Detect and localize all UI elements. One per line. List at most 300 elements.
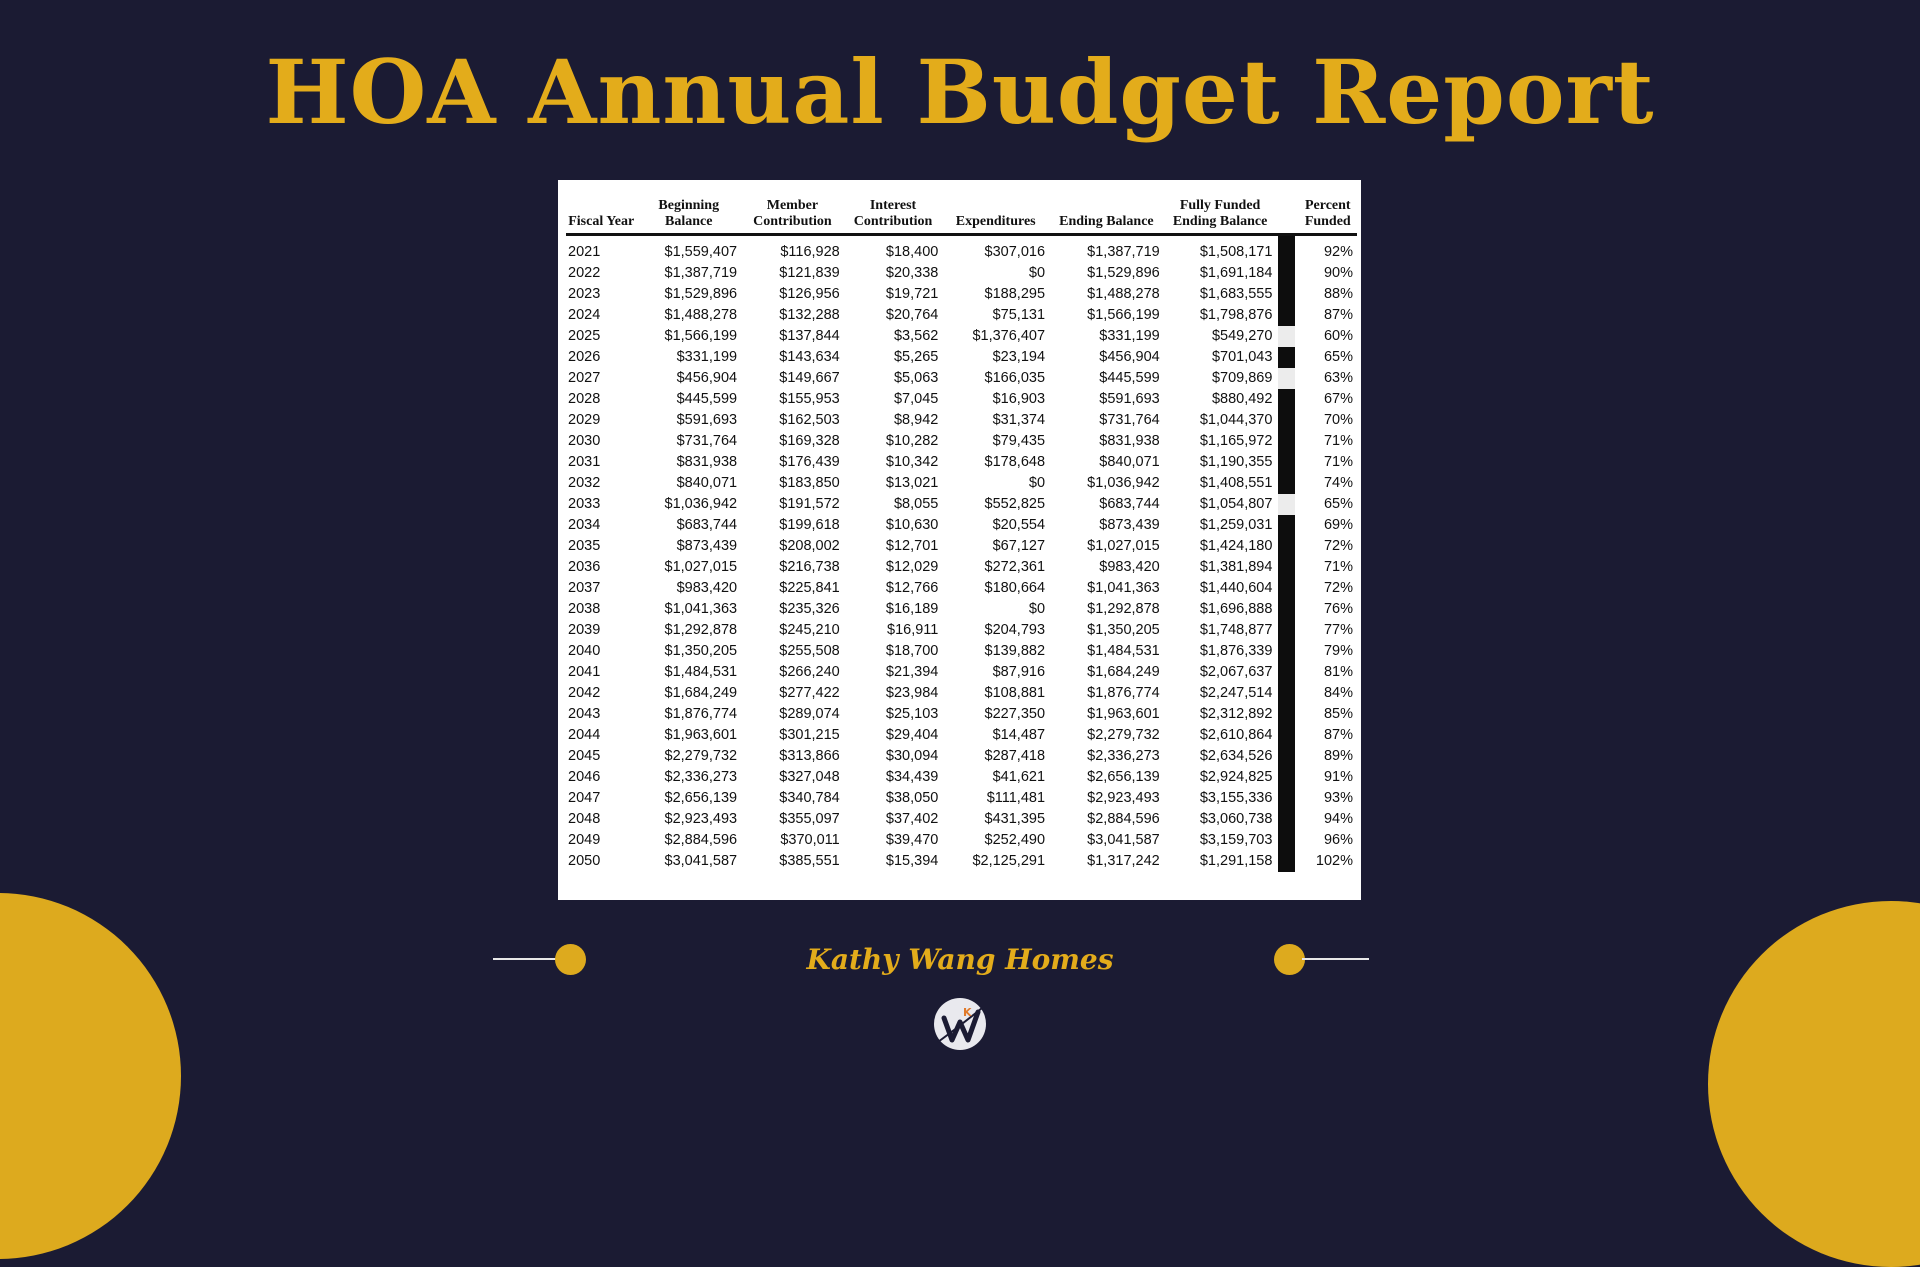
cell-percent-funded: 93% [1323, 790, 1353, 806]
cell-member-contribution: $216,738 [779, 559, 840, 575]
cell-expenditures: $166,035 [984, 370, 1046, 386]
cell-expenditures: $188,295 [984, 286, 1046, 302]
funding-bar [1278, 620, 1294, 641]
cell-interest-contribution: $37,402 [885, 811, 939, 827]
cell-member-contribution: $169,328 [779, 433, 840, 449]
cell-interest-contribution: $21,394 [885, 664, 939, 680]
cell-fiscal-year: 2037 [568, 580, 601, 596]
cell-fiscal-year: 2025 [568, 328, 601, 344]
table-row [566, 452, 1357, 473]
cell-ending-balance: $1,963,601 [1087, 706, 1160, 722]
brand-row [0, 940, 1920, 980]
cell-fiscal-year: 2047 [568, 790, 601, 806]
cell-percent-funded: 76% [1323, 601, 1353, 617]
table-row [566, 851, 1357, 872]
cell-fully-funded-ending-balance: $549,270 [1211, 328, 1273, 344]
decorative-dot-right [1274, 944, 1305, 975]
cell-interest-contribution: $19,721 [885, 286, 939, 302]
cell-expenditures: $20,554 [992, 517, 1046, 533]
funding-bar [1278, 788, 1294, 809]
cell-percent-funded: 67% [1323, 391, 1353, 407]
cell-member-contribution: $176,439 [779, 454, 840, 470]
funding-bar-cell [1276, 473, 1298, 494]
cell-member-contribution: $126,956 [779, 286, 840, 302]
column-header: Interest Contribution [844, 198, 943, 235]
cell-expenditures: $272,361 [984, 559, 1046, 575]
cell-beginning-balance: $731,764 [676, 433, 738, 449]
funding-bar [1278, 305, 1294, 326]
cell-expenditures: $111,481 [986, 790, 1046, 806]
table-row [566, 389, 1357, 410]
cell-percent-funded: 102% [1315, 853, 1353, 869]
cell-interest-contribution: $12,029 [885, 559, 939, 575]
column-header: Ending Balance [1049, 198, 1164, 235]
funding-bar [1278, 599, 1294, 620]
cell-member-contribution: $277,422 [779, 685, 840, 701]
cell-percent-funded: 91% [1323, 769, 1353, 785]
cell-percent-funded: 87% [1323, 727, 1353, 743]
funding-bar-cell [1276, 830, 1298, 851]
cell-expenditures: $87,916 [992, 664, 1046, 680]
cell-interest-contribution: $20,764 [885, 307, 939, 323]
cell-interest-contribution: $29,404 [885, 727, 939, 743]
cell-ending-balance: $1,041,363 [1087, 580, 1160, 596]
funding-bar-cell [1276, 389, 1298, 410]
cell-fiscal-year: 2035 [568, 538, 601, 554]
table-row [566, 809, 1357, 830]
cell-member-contribution: $121,839 [779, 265, 840, 281]
funding-bar-cell [1276, 347, 1298, 368]
cell-member-contribution: $289,074 [779, 706, 840, 722]
cell-ending-balance: $3,041,587 [1087, 832, 1160, 848]
funding-bar [1278, 284, 1294, 305]
cell-fully-funded-ending-balance: $1,691,184 [1199, 265, 1273, 281]
table-row [566, 683, 1357, 704]
funding-bar-cell [1276, 515, 1298, 536]
funding-bar-cell [1276, 788, 1298, 809]
cell-interest-contribution: $30,094 [885, 748, 939, 764]
column-header: Expenditures [942, 198, 1049, 235]
cell-expenditures: $139,882 [984, 643, 1046, 659]
cell-interest-contribution: $8,055 [893, 496, 939, 512]
column-header: Fiscal Year [566, 198, 636, 235]
funding-bar [1278, 725, 1294, 746]
cell-percent-funded: 60% [1323, 328, 1353, 344]
cell-beginning-balance: $1,027,015 [664, 559, 738, 575]
cell-expenditures: $1,376,407 [972, 328, 1046, 344]
cell-interest-contribution: $39,470 [885, 832, 939, 848]
cell-member-contribution: $266,240 [779, 664, 840, 680]
cell-ending-balance: $1,529,896 [1087, 265, 1160, 281]
cell-fully-funded-ending-balance: $1,054,807 [1199, 496, 1273, 512]
cell-ending-balance: $445,599 [1099, 370, 1160, 386]
funding-bar [1278, 746, 1294, 767]
cell-ending-balance: $331,199 [1099, 328, 1160, 344]
cell-member-contribution: $340,784 [779, 790, 840, 806]
cell-ending-balance: $1,317,242 [1087, 853, 1160, 869]
table-row [566, 347, 1357, 368]
funding-bar [1278, 557, 1294, 578]
table-row [566, 662, 1357, 683]
cell-percent-funded: 85% [1323, 706, 1353, 722]
cell-fiscal-year: 2041 [568, 664, 601, 680]
cell-percent-funded: 71% [1323, 433, 1353, 449]
cell-percent-funded: 81% [1323, 664, 1353, 680]
table-row [566, 305, 1357, 326]
table-body [566, 235, 1357, 873]
table-row [566, 263, 1357, 284]
cell-interest-contribution: $5,063 [893, 370, 939, 386]
cell-expenditures: $227,350 [984, 706, 1046, 722]
funding-bar [1278, 431, 1294, 452]
cell-beginning-balance: $1,963,601 [664, 727, 738, 743]
funding-bar-cell [1276, 620, 1298, 641]
cell-fiscal-year: 2027 [568, 370, 601, 386]
cell-fiscal-year: 2032 [568, 475, 601, 491]
funding-bar-cell [1276, 704, 1298, 725]
cell-ending-balance: $1,036,942 [1087, 475, 1160, 491]
cell-fully-funded-ending-balance: $1,876,339 [1199, 643, 1273, 659]
cell-fully-funded-ending-balance: $3,155,336 [1199, 790, 1273, 806]
funding-bar-cell [1276, 767, 1298, 788]
cell-interest-contribution: $38,050 [885, 790, 939, 806]
cell-member-contribution: $327,048 [779, 769, 840, 785]
funding-bar-cell [1276, 683, 1298, 704]
cell-member-contribution: $235,326 [779, 601, 840, 617]
cell-beginning-balance: $1,566,199 [664, 328, 738, 344]
cell-fully-funded-ending-balance: $1,696,888 [1199, 601, 1273, 617]
cell-member-contribution: $137,844 [779, 328, 840, 344]
cell-beginning-balance: $445,599 [676, 391, 738, 407]
cell-expenditures: $108,881 [984, 685, 1046, 701]
cell-interest-contribution: $10,342 [885, 454, 939, 470]
cell-fully-funded-ending-balance: $701,043 [1211, 349, 1273, 365]
table-row [566, 235, 1357, 264]
cell-fiscal-year: 2030 [568, 433, 601, 449]
cell-interest-contribution: $16,911 [887, 622, 939, 638]
cell-beginning-balance: $1,350,205 [664, 643, 738, 659]
cell-member-contribution: $245,210 [779, 622, 840, 638]
cell-fiscal-year: 2024 [568, 307, 601, 323]
cell-percent-funded: 71% [1323, 559, 1353, 575]
cell-member-contribution: $162,503 [779, 412, 840, 428]
cell-ending-balance: $1,027,015 [1087, 538, 1160, 554]
cell-fully-funded-ending-balance: $1,408,551 [1199, 475, 1273, 491]
column-header [1276, 198, 1298, 235]
cell-member-contribution: $191,572 [779, 496, 840, 512]
funding-bar-cell [1276, 536, 1298, 557]
table-row [566, 536, 1357, 557]
funding-bar [1278, 473, 1294, 494]
logo-k-letter: K [963, 1006, 972, 1019]
cell-ending-balance: $591,693 [1099, 391, 1160, 407]
funding-bar [1278, 326, 1294, 347]
funding-bar [1278, 347, 1294, 368]
funding-bar [1278, 683, 1294, 704]
funding-bar-cell [1276, 431, 1298, 452]
funding-bar-cell [1276, 578, 1298, 599]
cell-expenditures: $75,131 [992, 307, 1046, 323]
cell-expenditures: $31,374 [992, 412, 1046, 428]
cell-expenditures: $307,016 [984, 244, 1046, 260]
cell-ending-balance: $831,938 [1099, 433, 1160, 449]
cell-expenditures: $552,825 [984, 496, 1046, 512]
funding-bar [1278, 641, 1294, 662]
cell-interest-contribution: $34,439 [885, 769, 939, 785]
funding-bar-cell [1276, 641, 1298, 662]
funding-bar-cell [1276, 494, 1298, 515]
cell-fiscal-year: 2023 [568, 286, 601, 302]
cell-percent-funded: 72% [1323, 538, 1353, 554]
cell-ending-balance: $1,488,278 [1087, 286, 1160, 302]
cell-beginning-balance: $2,884,596 [664, 832, 738, 848]
cell-ending-balance: $1,876,774 [1087, 685, 1160, 701]
cell-interest-contribution: $3,562 [893, 328, 939, 344]
cell-expenditures: $79,435 [992, 433, 1046, 449]
table-row [566, 599, 1357, 620]
cell-fiscal-year: 2034 [568, 517, 601, 533]
funding-bar [1278, 494, 1294, 515]
decorative-line-right [1302, 958, 1369, 960]
cell-beginning-balance: $1,041,363 [664, 601, 738, 617]
page-title: HOA Annual Budget Report [265, 40, 1655, 144]
cell-ending-balance: $1,684,249 [1087, 664, 1160, 680]
cell-fully-funded-ending-balance: $3,159,703 [1199, 832, 1273, 848]
cell-fiscal-year: 2028 [568, 391, 601, 407]
cell-fiscal-year: 2042 [568, 685, 601, 701]
cell-ending-balance: $873,439 [1099, 517, 1160, 533]
cell-fully-funded-ending-balance: $2,634,526 [1199, 748, 1273, 764]
cell-fiscal-year: 2044 [568, 727, 601, 743]
cell-expenditures: $431,395 [984, 811, 1046, 827]
table-row [566, 431, 1357, 452]
cell-fully-funded-ending-balance: $3,060,738 [1199, 811, 1273, 827]
cell-fiscal-year: 2022 [568, 265, 601, 281]
funding-bar-cell [1276, 284, 1298, 305]
cell-percent-funded: 92% [1323, 244, 1353, 260]
cell-beginning-balance: $1,876,774 [664, 706, 738, 722]
funding-bar [1278, 704, 1294, 725]
cell-beginning-balance: $331,199 [676, 349, 738, 365]
table-row [566, 746, 1357, 767]
cell-beginning-balance: $1,387,719 [664, 265, 738, 281]
funding-bar [1278, 236, 1294, 263]
cell-member-contribution: $313,866 [779, 748, 840, 764]
funding-bar-cell [1276, 851, 1298, 872]
cell-beginning-balance: $1,484,531 [664, 664, 738, 680]
cell-fiscal-year: 2029 [568, 412, 601, 428]
cell-beginning-balance: $840,071 [676, 475, 738, 491]
cell-expenditures: $23,194 [992, 349, 1046, 365]
cell-fully-funded-ending-balance: $1,424,180 [1199, 538, 1273, 554]
table-row [566, 767, 1357, 788]
cell-percent-funded: 77% [1323, 622, 1353, 638]
column-header: Member Contribution [741, 198, 844, 235]
cell-beginning-balance: $2,279,732 [664, 748, 738, 764]
cell-expenditures: $67,127 [992, 538, 1046, 554]
cell-interest-contribution: $12,766 [885, 580, 939, 596]
funding-bar-cell [1276, 235, 1298, 264]
column-header: Fully Funded Ending Balance [1164, 198, 1277, 235]
funding-bar-cell [1276, 662, 1298, 683]
funding-bar-cell [1276, 725, 1298, 746]
cell-percent-funded: 63% [1323, 370, 1353, 386]
cell-ending-balance: $2,279,732 [1087, 727, 1160, 743]
cell-fiscal-year: 2046 [568, 769, 601, 785]
cell-beginning-balance: $456,904 [676, 370, 738, 386]
cell-fully-funded-ending-balance: $2,067,637 [1199, 664, 1273, 680]
cell-beginning-balance: $1,292,878 [664, 622, 738, 638]
cell-fully-funded-ending-balance: $1,508,171 [1199, 244, 1273, 260]
cell-beginning-balance: $1,488,278 [664, 307, 738, 323]
cell-fully-funded-ending-balance: $1,190,355 [1199, 454, 1273, 470]
cell-expenditures: $41,621 [992, 769, 1046, 785]
table-row [566, 515, 1357, 536]
cell-interest-contribution: $16,189 [885, 601, 939, 617]
cell-percent-funded: 74% [1323, 475, 1353, 491]
cell-ending-balance: $840,071 [1099, 454, 1160, 470]
table-row [566, 473, 1357, 494]
cell-expenditures: $252,490 [984, 832, 1046, 848]
funding-bar [1278, 389, 1294, 410]
cell-fiscal-year: 2033 [568, 496, 601, 512]
funding-bar [1278, 263, 1294, 284]
cell-fully-funded-ending-balance: $1,291,158 [1199, 853, 1273, 869]
cell-fiscal-year: 2026 [568, 349, 601, 365]
cell-ending-balance: $731,764 [1099, 412, 1160, 428]
cell-percent-funded: 88% [1323, 286, 1353, 302]
funding-bar [1278, 452, 1294, 473]
cell-percent-funded: 69% [1323, 517, 1353, 533]
cell-percent-funded: 96% [1323, 832, 1353, 848]
funding-bar-cell [1276, 557, 1298, 578]
table-row [566, 641, 1357, 662]
cell-fiscal-year: 2036 [568, 559, 601, 575]
cell-expenditures: $2,125,291 [972, 853, 1046, 869]
table-row [566, 326, 1357, 347]
funding-bar [1278, 368, 1294, 389]
cell-fiscal-year: 2048 [568, 811, 601, 827]
table-row [566, 494, 1357, 515]
cell-fiscal-year: 2038 [568, 601, 601, 617]
cell-beginning-balance: $873,439 [676, 538, 738, 554]
cell-percent-funded: 65% [1323, 496, 1353, 512]
cell-interest-contribution: $10,282 [885, 433, 939, 449]
cell-percent-funded: 89% [1323, 748, 1353, 764]
cell-member-contribution: $155,953 [779, 391, 840, 407]
cell-expenditures: $180,664 [984, 580, 1046, 596]
cell-interest-contribution: $18,400 [885, 244, 939, 260]
table-row [566, 368, 1357, 389]
cell-fully-funded-ending-balance: $1,440,604 [1199, 580, 1273, 596]
cell-percent-funded: 65% [1323, 349, 1353, 365]
cell-member-contribution: $199,618 [779, 517, 840, 533]
cell-expenditures: $14,487 [992, 727, 1046, 743]
funding-bar-cell [1276, 809, 1298, 830]
cell-interest-contribution: $7,045 [893, 391, 939, 407]
cell-ending-balance: $1,292,878 [1087, 601, 1160, 617]
funding-bar-cell [1276, 263, 1298, 284]
cell-ending-balance: $1,484,531 [1087, 643, 1160, 659]
table-row [566, 830, 1357, 851]
cell-beginning-balance: $1,559,407 [664, 244, 738, 260]
cell-beginning-balance: $1,684,249 [664, 685, 738, 701]
table-header-row [566, 198, 1357, 235]
cell-ending-balance: $2,884,596 [1087, 811, 1160, 827]
table-row [566, 410, 1357, 431]
cell-beginning-balance: $2,656,139 [664, 790, 738, 806]
funding-bar [1278, 536, 1294, 557]
cell-beginning-balance: $831,938 [676, 454, 738, 470]
cell-interest-contribution: $20,338 [885, 265, 939, 281]
table-row [566, 788, 1357, 809]
cell-member-contribution: $301,215 [779, 727, 840, 743]
cell-expenditures: $287,418 [984, 748, 1046, 764]
cell-beginning-balance: $2,336,273 [664, 769, 738, 785]
table-row [566, 557, 1357, 578]
cell-beginning-balance: $2,923,493 [664, 811, 738, 827]
cell-fully-funded-ending-balance: $2,247,514 [1199, 685, 1273, 701]
cell-interest-contribution: $13,021 [885, 475, 939, 491]
cell-fiscal-year: 2031 [568, 454, 601, 470]
cell-member-contribution: $132,288 [779, 307, 840, 323]
cell-fiscal-year: 2039 [568, 622, 601, 638]
funding-bar-cell [1276, 746, 1298, 767]
cell-fully-funded-ending-balance: $1,381,894 [1199, 559, 1273, 575]
table-row [566, 578, 1357, 599]
funding-bar [1278, 578, 1294, 599]
cell-percent-funded: 90% [1323, 265, 1353, 281]
cell-percent-funded: 70% [1323, 412, 1353, 428]
cell-fiscal-year: 2050 [568, 853, 601, 869]
cell-percent-funded: 84% [1323, 685, 1353, 701]
cell-ending-balance: $983,420 [1099, 559, 1160, 575]
cell-fiscal-year: 2045 [568, 748, 601, 764]
cell-member-contribution: $225,841 [779, 580, 840, 596]
cell-expenditures: $16,903 [992, 391, 1046, 407]
brand-name: Kathy Wang Homes [806, 943, 1114, 976]
cell-fully-funded-ending-balance: $880,492 [1211, 391, 1273, 407]
cell-fully-funded-ending-balance: $1,748,877 [1199, 622, 1273, 638]
cell-beginning-balance: $591,693 [676, 412, 738, 428]
cell-interest-contribution: $25,103 [885, 706, 939, 722]
cell-ending-balance: $1,387,719 [1087, 244, 1160, 260]
cell-expenditures: $204,793 [984, 622, 1046, 638]
cell-fiscal-year: 2040 [568, 643, 601, 659]
cell-fully-funded-ending-balance: $1,165,972 [1199, 433, 1273, 449]
table-row [566, 620, 1357, 641]
funding-bar-cell [1276, 305, 1298, 326]
cell-fully-funded-ending-balance: $1,259,031 [1199, 517, 1273, 533]
table-row [566, 284, 1357, 305]
cell-member-contribution: $143,634 [779, 349, 840, 365]
cell-fully-funded-ending-balance: $2,610,864 [1199, 727, 1273, 743]
funding-bar-cell [1276, 410, 1298, 431]
cell-interest-contribution: $12,701 [885, 538, 939, 554]
funding-bar-cell [1276, 326, 1298, 347]
cell-interest-contribution: $10,630 [885, 517, 939, 533]
cell-beginning-balance: $1,036,942 [664, 496, 738, 512]
cell-percent-funded: 71% [1323, 454, 1353, 470]
budget-table [566, 198, 1357, 872]
cell-member-contribution: $183,850 [779, 475, 840, 491]
cell-member-contribution: $255,508 [779, 643, 840, 659]
cell-ending-balance: $2,336,273 [1087, 748, 1160, 764]
funding-bar [1278, 767, 1294, 788]
funding-bar [1278, 515, 1294, 536]
cell-beginning-balance: $1,529,896 [664, 286, 738, 302]
funding-bar-cell [1276, 599, 1298, 620]
